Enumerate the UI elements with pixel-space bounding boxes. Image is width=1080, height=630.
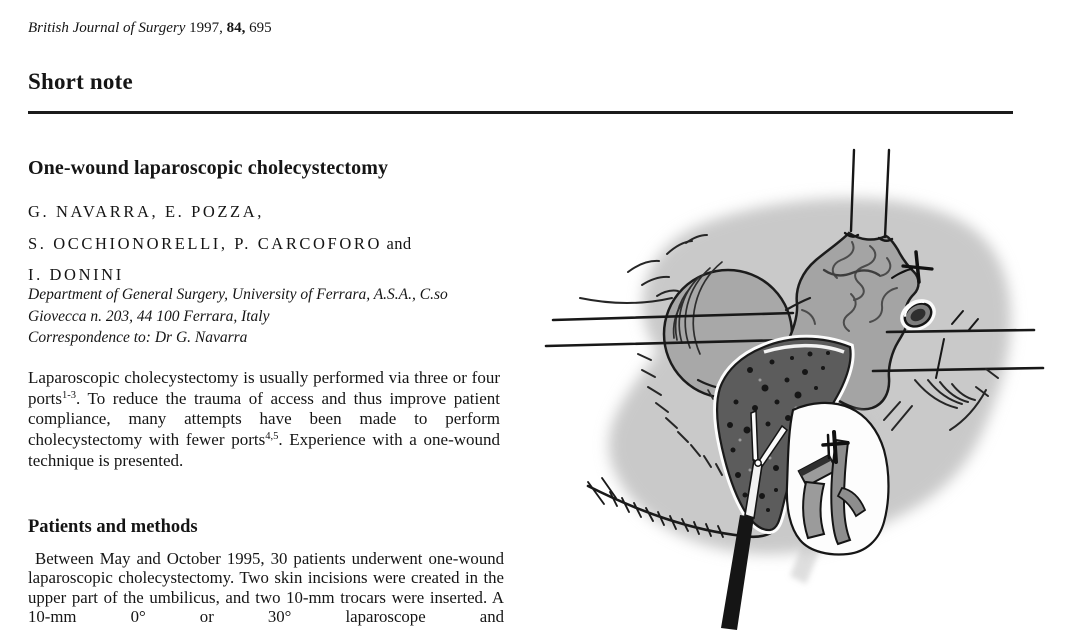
journal-year: 1997, [185, 20, 227, 36]
methods-paragraph: Between May and October 1995, 30 patients underwent one-wound laparoscopic cholecystectomy. Two skin incisions were created in the upper part of the umbilicus, and two 10-mm trocars were inserted. A 10-mm 0° or 30° laparoscope and [28, 549, 504, 627]
affiliation-line-2: Giovecca n. 203, 44 100 Ferrara, Italy [28, 307, 270, 325]
journal-title: British Journal of Surgery [28, 20, 186, 36]
reference-superscript: 1-3 [62, 389, 76, 401]
authors-line-3: I. DONINI [28, 265, 124, 284]
surgical-illustration [540, 140, 1080, 630]
journal-pages: 695 [245, 20, 272, 36]
divider-rule [28, 111, 1013, 114]
section-label: Short note [28, 69, 133, 94]
journal-volume: 84, [226, 20, 246, 36]
cystic-duct-artery-pouch [787, 403, 889, 555]
journal-citation [28, 20, 272, 37]
intro-paragraph: Laparoscopic cholecystectomy is usually performed via three or four ports$^{1-3}$. To reduce the trauma of access and thus improve patient compliance, many attempts have been made to perform cholecystectomy with fewer ports$^{4,5}$. Experience with a one-wound technique is presented. [28, 368, 501, 470]
figure-illustration [540, 140, 1080, 630]
section-heading-patients-methods: Patients and methods [28, 517, 198, 537]
affiliation-line-1: Department of General Surgery, University of Ferrara, A.S.A., C.so [28, 286, 448, 303]
instrument-hinge [755, 460, 761, 466]
affiliation-block [28, 284, 528, 349]
article-title: One-wound laparoscopic cholecystectomy [28, 157, 389, 179]
author-list [28, 196, 412, 291]
authors-line-1: G. NAVARRA, E. POZZA, [28, 202, 264, 221]
correspondence-line: Correspondence to: Dr G. Navarra [28, 329, 248, 347]
authors-connector: and [381, 233, 412, 253]
cystic-duct [803, 482, 824, 538]
instrument-jaw-left [751, 411, 758, 462]
reference-superscript: 4,5 [265, 431, 279, 443]
authors-line-2: S. OCCHIONORELLI, P. CARCOFORO and [28, 233, 412, 253]
